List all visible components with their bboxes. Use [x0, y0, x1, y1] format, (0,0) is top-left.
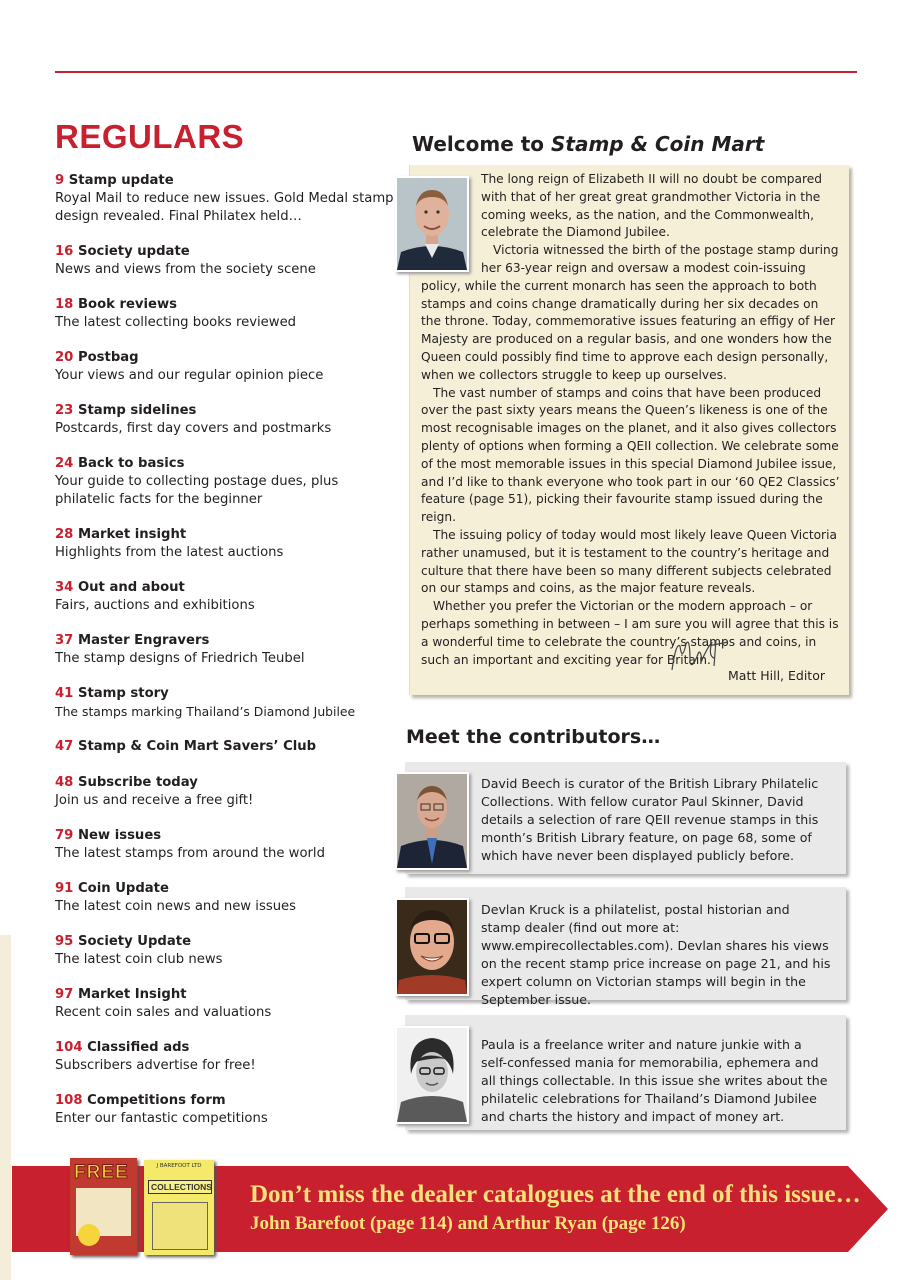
contributor-portrait-image	[397, 774, 467, 868]
page-number: 79	[55, 828, 74, 843]
page-number: 37	[55, 633, 74, 648]
item-description: The stamps marking Thailand’s Diamond Jubilee	[55, 704, 356, 719]
welcome-body	[421, 171, 841, 669]
editor-signature-name: Matt Hill, Editor	[728, 668, 825, 683]
page-number: 97	[55, 987, 74, 1002]
page-number: 16	[55, 244, 74, 259]
top-rule	[55, 71, 857, 73]
item-description: The latest collecting books reviewed	[55, 315, 297, 330]
item-description: Your views and our regular opinion piece	[55, 368, 324, 383]
item-heading: Classified ads	[87, 1040, 190, 1055]
contributors-title: Meet the contributors…	[406, 726, 661, 748]
page-number: 95	[55, 934, 74, 949]
contributor-portrait-image	[397, 1028, 467, 1122]
page-number: 20	[55, 350, 74, 365]
item-heading: Out and about	[77, 580, 185, 595]
page-number: 91	[55, 881, 74, 896]
contributor-photo	[395, 898, 469, 996]
regulars-item[interactable]	[55, 455, 395, 509]
catalogue-cover-barefoot[interactable]	[70, 1158, 137, 1255]
page-number: 9	[55, 173, 65, 188]
regulars-item[interactable]	[55, 986, 395, 1022]
item-description: Enter our fantastic competitions	[55, 1111, 268, 1126]
item-description: Highlights from the latest auctions	[55, 545, 284, 560]
welcome-title-prefix: Welcome to	[412, 132, 545, 156]
catalogue-cover-collections[interactable]	[144, 1160, 214, 1255]
regulars-item[interactable]	[55, 774, 395, 810]
welcome-paragraph: Victoria witnessed the birth of the postage stamp during her 63-year reign and oversaw a modest coin-issuing policy, while the current monarch has seen the approach to both stamps and coins change dramatically during her six decades on the throne. Today, commemorative issues featuring an effigy of Her Majesty are produced on a regular basis, and one wonders how the Queen could possibly find time to approve each design personally, when we collectors struggle to keep up ourselves.	[421, 243, 839, 382]
item-heading: Competitions form	[87, 1093, 226, 1108]
regulars-item[interactable]	[55, 526, 395, 562]
item-heading: Subscribe today	[77, 775, 198, 790]
item-description: The stamp designs of Friedrich Teubel	[55, 651, 305, 666]
item-description: Fairs, auctions and exhibitions	[55, 598, 255, 613]
editor-signature	[668, 632, 732, 676]
item-description: Postcards, first day covers and postmarks	[55, 421, 332, 436]
item-description: Royal Mail to reduce new issues. Gold Medal stamp design revealed. Final Philatex held…	[55, 191, 394, 224]
page-number: 108	[55, 1093, 83, 1108]
catalogue-badge	[78, 1224, 100, 1246]
photo-wrap-spacer	[421, 171, 481, 277]
contributor-bio: Devlan Kruck is a philatelist, postal historian and stamp dealer (find out more at: www.empirecollectables.com). Devlan shares his views on the recent stamp price increase on page 21, and his expert column on Victorian stamps will begin in the September issue.	[481, 902, 831, 1007]
item-description: News and views from the society scene	[55, 262, 316, 277]
regulars-item[interactable]	[55, 243, 395, 279]
item-description: Join us and receive a free gift!	[55, 793, 254, 808]
item-description: Your guide to collecting postage dues, plus philatelic facts for the beginner	[55, 474, 339, 507]
regulars-item[interactable]	[55, 579, 395, 615]
catalogue-illustration	[152, 1202, 208, 1250]
regulars-item[interactable]	[55, 296, 395, 332]
item-heading: Society Update	[77, 934, 192, 949]
item-heading: New issues	[77, 828, 162, 843]
regulars-item[interactable]	[55, 172, 395, 226]
item-heading: Stamp sidelines	[77, 403, 197, 418]
item-heading: Postbag	[77, 350, 139, 365]
regulars-item[interactable]	[55, 738, 395, 756]
welcome-title	[412, 132, 764, 156]
page-number: 18	[55, 297, 74, 312]
regulars-item[interactable]	[55, 827, 395, 863]
contributor-bio: David Beech is curator of the British Library Philatelic Collections. With fellow curator Paul Skinner, David details a selection of rare QEII revenue stamps in this month’s British Library feature, on page 68, some of which have never been displayed publicly before.	[481, 776, 819, 863]
catalogue-free-label: FREE	[74, 1162, 129, 1183]
item-heading: Back to basics	[77, 456, 185, 471]
item-heading: Master Engravers	[77, 633, 210, 648]
welcome-paragraph: The vast number of stamps and coins that have been produced over the past sixty years means the Queen’s likeness is one of the most recognisable images on the planet, and it also gives collectors plenty of options when forming a QEII collection. We celebrate some of the most memorable issues in this special Diamond Jubilee issue, and I’d like to thank everyone who took part in our ‘60 QE2 Classics’ feature (page 51), picking their favourite stamp issued during the reign.	[421, 385, 840, 525]
item-heading: Market Insight	[77, 987, 187, 1002]
regulars-item[interactable]	[55, 685, 395, 721]
item-heading: Market insight	[77, 527, 187, 542]
item-description: The latest coin club news	[55, 952, 223, 967]
item-heading: Stamp story	[77, 686, 169, 701]
regulars-item[interactable]	[55, 933, 395, 969]
contributor-photo	[395, 1026, 469, 1124]
page-number: 48	[55, 775, 74, 790]
page-number: 41	[55, 686, 74, 701]
regulars-item[interactable]	[55, 349, 395, 385]
item-heading: Book reviews	[77, 297, 178, 312]
welcome-paragraph: The issuing policy of today would most likely leave Queen Victoria rather unamused, but it is testament to the country’s heritage and culture that there have been so many different subjects celebrated on our stamps and coins, as the major feature reveals.	[421, 527, 837, 596]
contributor-portrait-image	[397, 900, 467, 994]
banner-subline: John Barefoot (page 114) and Arthur Ryan (page 126)	[250, 1213, 686, 1234]
regulars-title: REGULARS	[55, 118, 245, 155]
item-description: Subscribers advertise for free!	[55, 1058, 256, 1073]
item-description: The latest coin news and new issues	[55, 899, 297, 914]
item-heading: Society update	[77, 244, 190, 259]
item-description: The latest stamps from around the world	[55, 846, 325, 861]
welcome-paragraph: Whether you prefer the Victorian or the modern approach – or perhaps something in between – I am sure you will agree that this is a wonderful time to celebrate the country’s stamps and coins, in such an important and exciting year for Britain.	[421, 599, 839, 667]
page-number: 28	[55, 527, 74, 542]
regulars-item[interactable]	[55, 632, 395, 668]
regulars-item[interactable]	[55, 402, 395, 438]
page-number: 23	[55, 403, 74, 418]
page-number: 47	[55, 739, 74, 754]
banner-headline: Don’t miss the dealer catalogues at the end of this issue…	[250, 1181, 861, 1208]
item-description: Recent coin sales and valuations	[55, 1005, 272, 1020]
catalogue-title: COLLECTIONS	[148, 1180, 212, 1194]
regulars-item[interactable]	[55, 880, 395, 916]
contributor-photo	[395, 772, 469, 870]
contributor-bio: Paula is a freelance writer and nature junkie with a self-confessed mania for memorabilia, ephemera and all things collectable. In this issue she writes about the philatelic celebrations for Thailand’s Diamond Jubilee and charts the history and impact of money art.	[481, 1037, 828, 1124]
magazine-name: Stamp & Coin Mart	[551, 132, 765, 156]
regulars-item[interactable]	[55, 1039, 395, 1075]
item-heading: Stamp & Coin Mart Savers’ Club	[77, 739, 317, 754]
page-number: 34	[55, 580, 74, 595]
welcome-paragraph: The long reign of Elizabeth II will no doubt be compared with that of her great great grandmother Victoria in the coming weeks, as the nation, and the Commonwealth, celebrate the Diamond Jubilee.	[481, 172, 822, 240]
page-number: 104	[55, 1040, 83, 1055]
catalogue-publisher: J BAREFOOT LTD	[156, 1163, 202, 1169]
page-number: 24	[55, 456, 74, 471]
item-heading: Stamp update	[68, 173, 174, 188]
page-edge-strip	[0, 935, 11, 1280]
regulars-item[interactable]	[55, 1092, 395, 1128]
item-heading: Coin Update	[77, 881, 169, 896]
